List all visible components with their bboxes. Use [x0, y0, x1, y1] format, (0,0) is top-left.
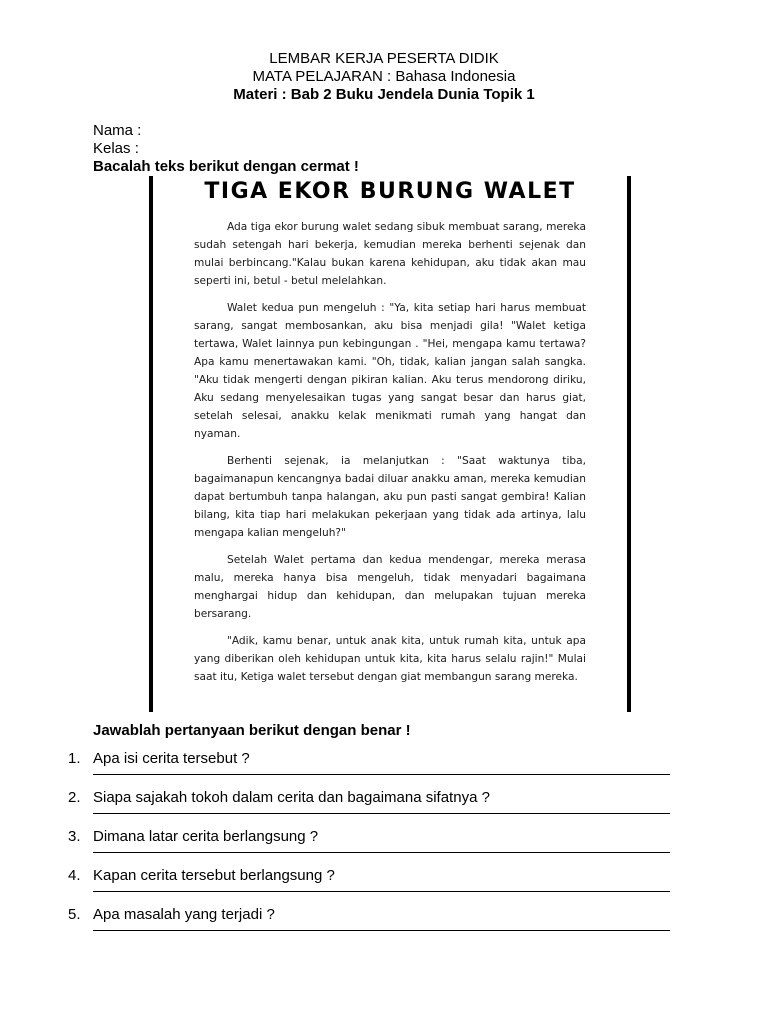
story-paragraph-4: Setelah Walet pertama dan kedua mendengar, mereka merasa malu, mereka hanya bisa mengeluh, tidak menyadari bagaimana menghargai hidup dan kehidupan, dan melupakan tujuan mereka bersarang.: [194, 554, 586, 620]
story-paragraph-2: Walet kedua pun mengeluh : "Ya, kita setiap hari harus membuat sarang, sangat membosankan, aku bisa menjadi gila! "Walet ketiga tertawa, Walet lainnya pun kebingungan . "Hei, mengapa kamu tertawa? Apa kamu menertawakan kami. "Oh, tidak, kalian jangan salah sangka. "Aku tidak mengerti dengan pikiran kalian. Aku terus mendorong diriku, Aku sedang menyelesaikan tugas yang sangat besar dan harus giat, setelah selesai, anakku kelak menikmati rumah yang hangat dan nyaman.: [194, 302, 586, 440]
material-line: Materi : Bab 2 Buku Jendela Dunia Topik 1: [233, 86, 535, 103]
question-item: [0, 789, 768, 829]
question-number: 5.: [68, 906, 81, 923]
question-text: Apa isi cerita tersebut ?: [93, 750, 250, 767]
story-box: [149, 176, 631, 712]
story-paragraph-1: Ada tiga ekor burung walet sedang sibuk membuat sarang, mereka sudah setengah hari bekerja, kemudian mereka berhenti sejenak dan mulai berbincang."Kalau bukan karena kehidupan, aku tidak akan mau seperti ini, betul - betul melelahkan.: [194, 221, 586, 287]
story-title: TIGA EKOR BURUNG WALET: [204, 179, 576, 204]
question-text: Apa masalah yang terjadi ?: [93, 906, 275, 923]
question-number: 4.: [68, 867, 81, 884]
class-label: Kelas :: [93, 140, 139, 157]
student-identity: [93, 122, 359, 176]
question-item: [0, 828, 768, 868]
question-item: [0, 750, 768, 790]
question-number: 3.: [68, 828, 81, 845]
story-paragraph-3: Berhenti sejenak, ia melanjutkan : "Saat waktunya tiba, bagaimanapun kencangnya badai diluar anakku aman, mereka kemudian dapat bertumbuh tanpa halangan, aku pun pasti sangat gembira! Kalian bilang, kita tiap hari melakukan pekerjaan yang tidak ada artinya, lalu mengapa kalian mengeluh?": [194, 455, 586, 539]
story-left-border: [149, 176, 153, 712]
story-right-border: [627, 176, 631, 712]
worksheet-title: LEMBAR KERJA PESERTA DIDIK: [269, 50, 499, 67]
questions-heading: Jawablah pertanyaan berikut dengan benar !: [93, 722, 411, 739]
answer-line[interactable]: [93, 813, 670, 814]
question-text: Kapan cerita tersebut berlangsung ?: [93, 867, 335, 884]
answer-line[interactable]: [93, 774, 670, 775]
name-label: Nama :: [93, 122, 142, 139]
question-item: [0, 867, 768, 907]
worksheet-header: [0, 50, 768, 104]
answer-line[interactable]: [93, 891, 670, 892]
question-number: 2.: [68, 789, 81, 806]
story-body: [194, 218, 586, 695]
answer-line[interactable]: [93, 852, 670, 853]
story-paragraph-5: "Adik, kamu benar, untuk anak kita, untuk rumah kita, untuk apa yang diberikan oleh kehidupan untuk kita, kita harus selalu rajin!" Mulai saat itu, Ketiga walet tersebut dengan giat membangun sarang mereka.: [194, 635, 586, 683]
question-item: [0, 906, 768, 946]
question-number: 1.: [68, 750, 81, 767]
reading-instruction: Bacalah teks berikut dengan cermat !: [93, 158, 359, 175]
subject-line: MATA PELAJARAN : Bahasa Indonesia: [252, 68, 516, 85]
answer-line[interactable]: [93, 930, 670, 931]
question-text: Siapa sajakah tokoh dalam cerita dan bagaimana sifatnya ?: [93, 789, 490, 806]
question-text: Dimana latar cerita berlangsung ?: [93, 828, 319, 845]
